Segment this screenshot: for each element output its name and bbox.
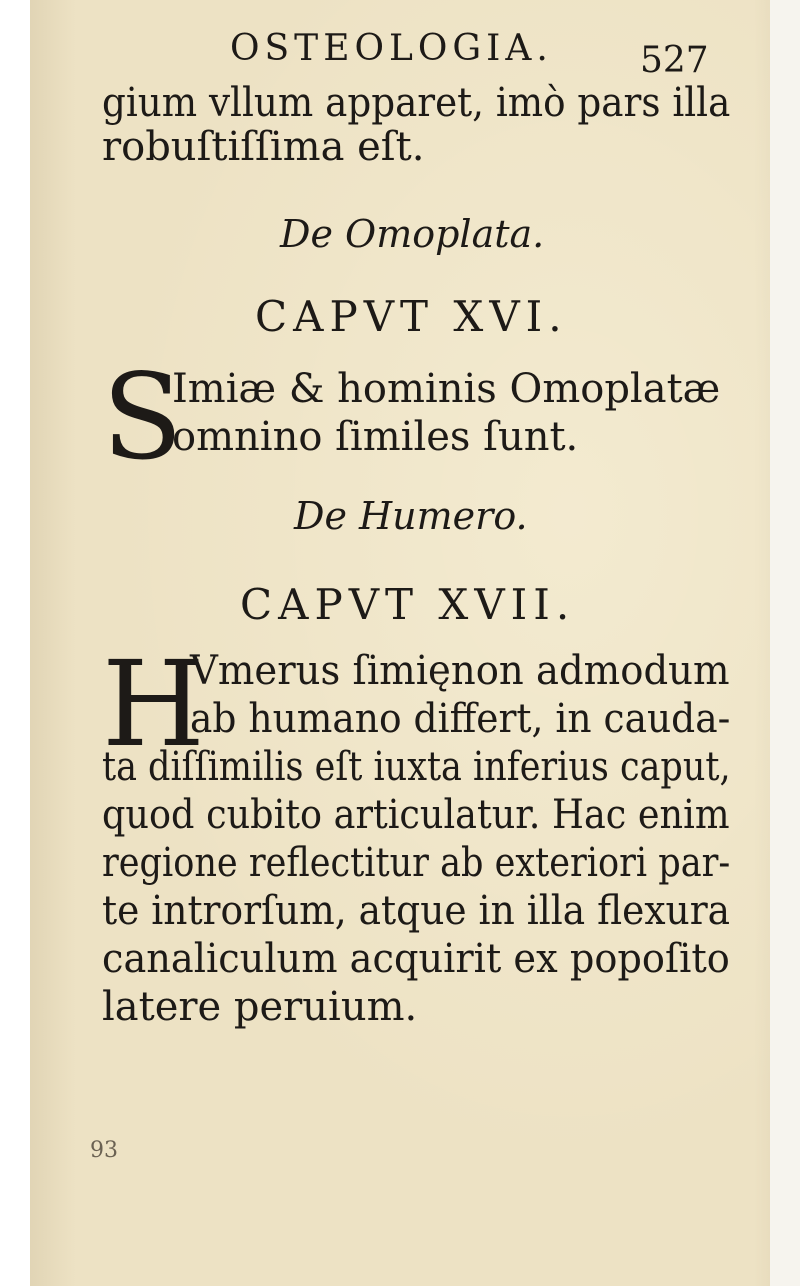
drop-cap: H (102, 635, 205, 773)
chapter-heading: CAPVT XVII. (240, 580, 576, 629)
text-line: latere peruium. (102, 984, 418, 1030)
book-page (30, 0, 800, 1286)
section-subheading: De Humero. (294, 494, 528, 538)
page-number: 527 (640, 40, 709, 81)
signature-mark: 93 (90, 1138, 118, 1163)
text-line: quod cubito articulatur. Hac enim (102, 792, 730, 838)
chapter-heading: CAPVT XVI. (255, 292, 568, 341)
text-line: ab humano differt, in cauda- (190, 696, 731, 742)
text-line: canaliculum acquirit ex popoſito (102, 936, 730, 982)
text-line: regione reflectitur ab exteriori par- (102, 840, 731, 886)
drop-cap: S (102, 348, 183, 486)
running-title: OSTEOLOGIA. (230, 28, 553, 69)
text-line: omnino ſimiles ſunt. (172, 414, 579, 460)
text-line: robuſtiſſima eſt. (102, 124, 425, 170)
section-subheading: De Omoplata. (280, 212, 545, 256)
text-line: ta diſſimilis eſt iuxta inferius caput, (102, 744, 731, 790)
text-line: gium vllum apparet, imò pars illa (102, 80, 731, 126)
text-line: te introrſum, atque in illa flexura (102, 888, 731, 934)
text-line: Imiæ & hominis Omoplatæ (172, 366, 721, 412)
text-line: Vmerus ſimięnon admodum (190, 648, 730, 694)
page-edge (770, 0, 800, 1286)
